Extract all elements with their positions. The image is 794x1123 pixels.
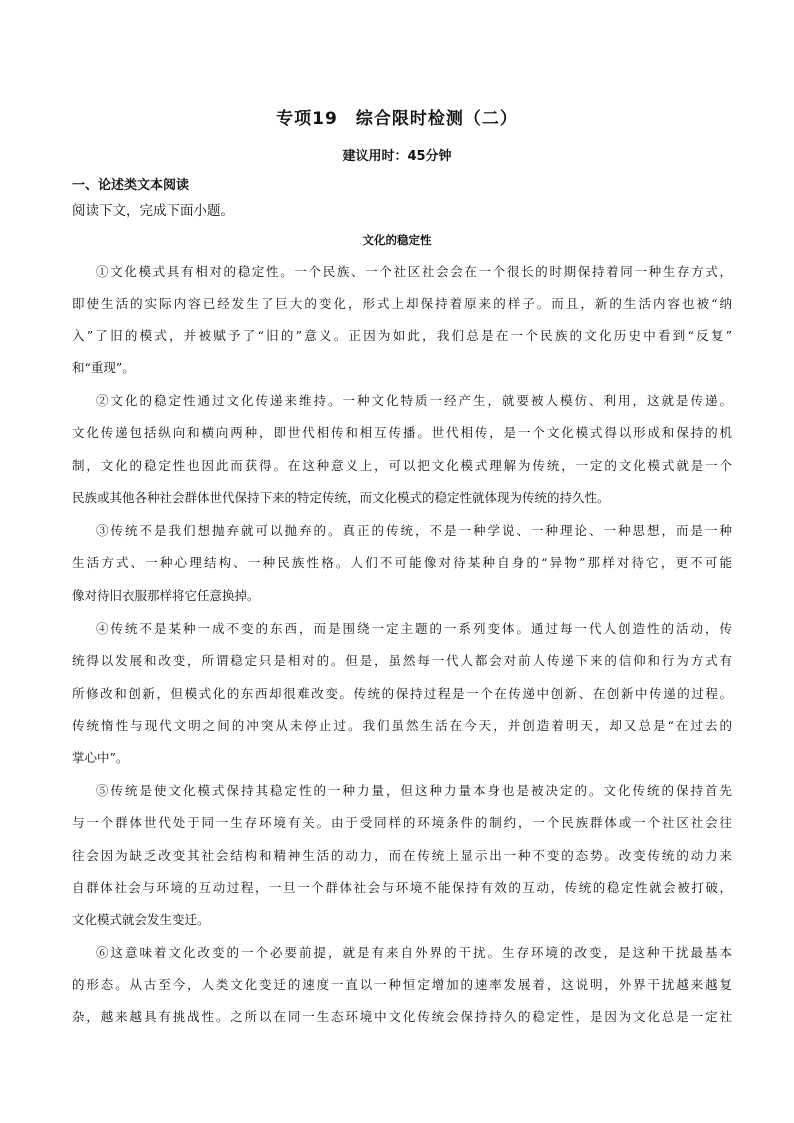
article-line: 像对待旧衣服那样将它任意换掉。 xyxy=(72,588,260,603)
article-line: 与一个群体世代处于同一生存环境有关。由于受同样的环境条件的制约，一个民族群体或一个社区社会往 xyxy=(72,815,732,830)
reading-instruction: 阅读下文，完成下面小题。 xyxy=(72,203,234,219)
article-line: ③传统不是我们想抛弃就可以抛弃的。真正的传统，不是一种学说、一种理论、一种思想，而是一种 xyxy=(96,523,732,538)
article-line: 文化传递包括纵向和横向两种，即世代相传和相互传播。世代相传，是一个文化模式得以形成和保持的机 xyxy=(72,425,732,440)
article-line: 和“重现”。 xyxy=(72,360,135,375)
section-heading: 一、论述类文本阅读 xyxy=(72,178,190,193)
page-title: 专项19 综合限时检测（二） xyxy=(276,109,518,129)
article-line: ④传统不是某种一成不变的东西，而是围绕一定主题的一系列变体。通过每一代人创造性的活动，传 xyxy=(96,621,732,636)
article-line: 生活方式、一种心理结构、一种民族性格。人们不可能像对待某种自身的“异物”那样对待它，更不可能 xyxy=(72,555,732,570)
time-suggestion: 建议用时：45分钟 xyxy=(342,149,452,164)
article-title: 文化的稳定性 xyxy=(362,233,432,247)
article-line: ⑤传统是使文化模式保持其稳定性的一种力量，但这种力量本身也是被决定的。文化传统的保持首先 xyxy=(96,783,732,798)
article-line: 掌心中”。 xyxy=(72,750,129,765)
article-line: ②文化的稳定性通过文化传递来维持。一种文化特质一经产生，就要被人模仿、利用，这就是传递。 xyxy=(96,393,732,408)
article-line: 往会因为缺乏改变其社会结构和精神生活的动力，而在传统上显示出一种不变的态势。改变传统的动力来 xyxy=(72,848,732,863)
article-line: 制，文化的稳定性也因此而获得。在这种意义上，可以把文化模式理解为传统，一定的文化模式就是一个 xyxy=(72,458,732,473)
article-line: 传统惰性与现代文明之间的冲突从未停止过。我们虽然生活在今天，并创造着明天，却又总是“在过去的 xyxy=(72,718,732,733)
article-line: 的形态。从古至今，人类文化变迁的速度一直以一种恒定增加的速率发展着，这说明，外界干扰越来越复 xyxy=(72,977,732,992)
article-line: 杂，越来越具有挑战性。之所以在同一生态环境中文化传统会保持持久的稳定性，是因为文化总是一定社 xyxy=(72,1009,732,1024)
article-line: 自群体社会与环境的互动过程，一旦一个群体社会与环境不能保持有效的互动，传统的稳定性就会被打破， xyxy=(72,880,732,895)
article-line: 统得以发展和改变，所谓稳定只是相对的。但是，虽然每一代人都会对前人传递下来的信仰和行为方式有 xyxy=(72,653,732,668)
article-line: 文化模式就会发生变迁。 xyxy=(72,912,210,927)
article-line: ①文化模式具有相对的稳定性。一个民族、一个社区社会会在一个很长的时期保持着同一种生存方式， xyxy=(96,264,732,279)
article-line: 所修改和创新，但模式化的东西却很难改变。传统的保持过程是一个在传递中创新、在创新中传递的过程。 xyxy=(72,686,732,701)
article-line: 入”了旧的模式，并被赋予了“旧的”意义。正因为如此，我们总是在一个民族的文化历史中看到“反复” xyxy=(72,328,732,343)
article-line: 即使生活的实际内容已经发生了巨大的变化，形式上却保持着原来的样子。而且，新的生活内容也被“纳 xyxy=(72,296,732,311)
article-line: 民族或其他各种社会群体世代保持下来的特定传统，而文化模式的稳定性就体现为传统的持久性。 xyxy=(72,490,610,505)
article-line: ⑥这意味着文化改变的一个必要前提，就是有来自外界的干扰。生存环境的改变，是这种干扰最基本 xyxy=(96,945,732,960)
